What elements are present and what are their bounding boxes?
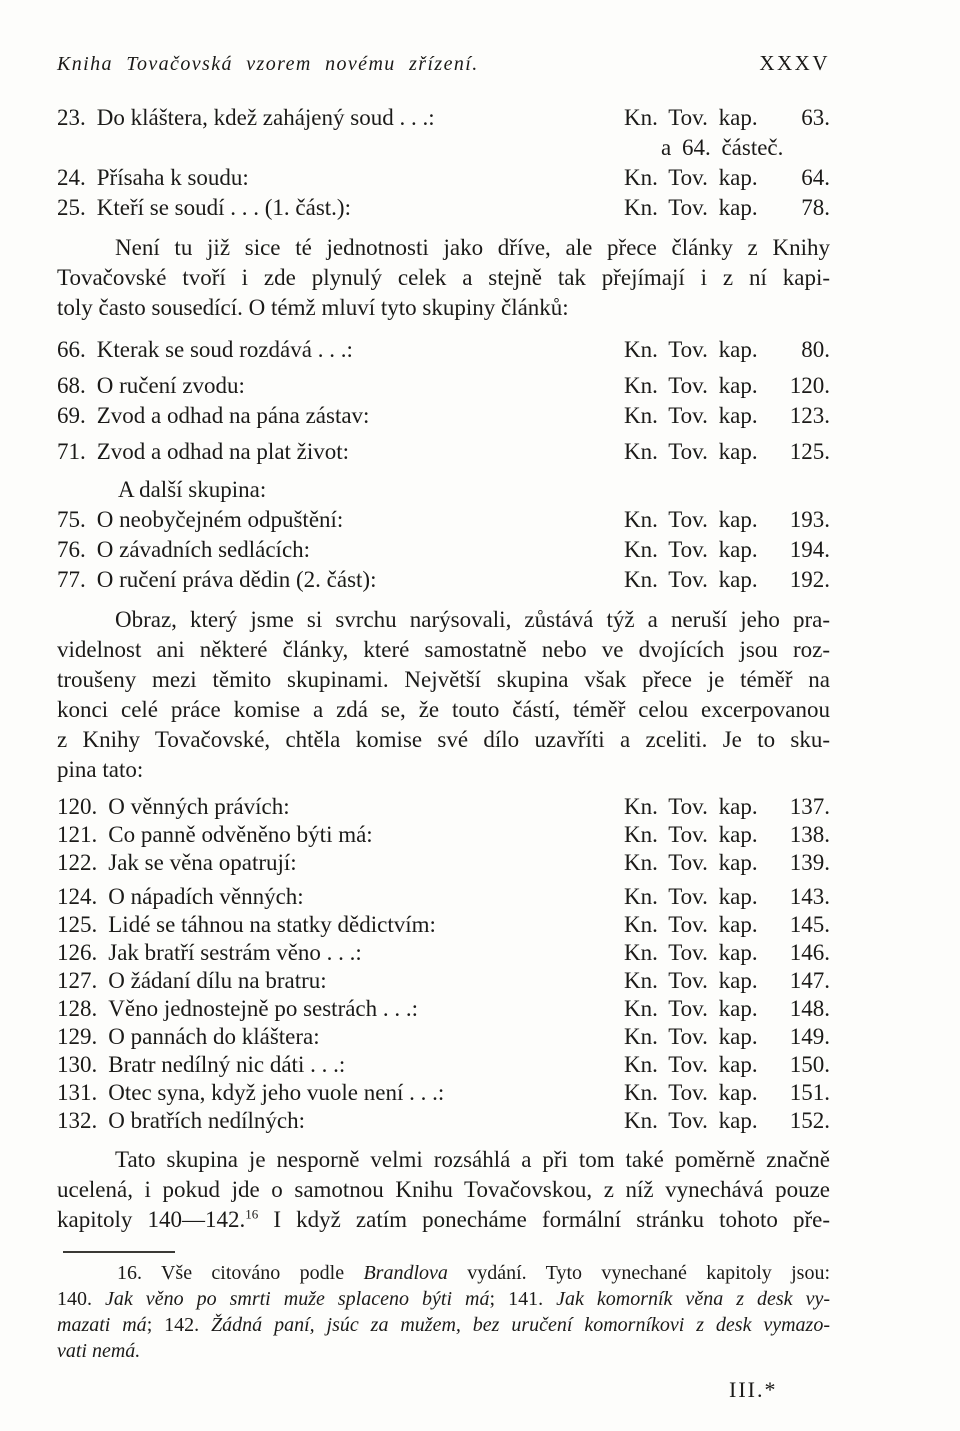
toc-row bbox=[57, 437, 830, 467]
toc-row bbox=[57, 193, 830, 223]
toc-ref-label: Kn. Tov. kap. bbox=[624, 195, 758, 220]
toc-ref-number: 120. bbox=[789, 373, 830, 398]
paragraph-2 bbox=[57, 605, 830, 785]
toc-row bbox=[57, 793, 830, 821]
paragraph-line: ucelená, i pokud jde o samotnou Knihu Tovačovskou, z níž vynechává pouze bbox=[57, 1177, 830, 1202]
toc-item-ref bbox=[624, 821, 830, 849]
toc-item-label: Bratr nedílný nic dáti . . .: bbox=[108, 1052, 346, 1077]
toc-item-ref bbox=[624, 1079, 830, 1107]
toc-row bbox=[57, 371, 830, 401]
toc-item-label: O ručení práva dědin (2. část): bbox=[96, 567, 377, 592]
toc-ref-number: 149. bbox=[789, 1024, 830, 1049]
toc-ref-label: Kn. Tov. kap. bbox=[624, 912, 758, 937]
toc-ref-number: 150. bbox=[789, 1052, 830, 1077]
toc-ref-label: Kn. Tov. kap. bbox=[624, 373, 758, 398]
paragraph-1 bbox=[57, 233, 830, 323]
toc-ref-number: 148. bbox=[789, 996, 830, 1021]
toc-ref-number: 193. bbox=[789, 507, 830, 532]
paragraph-line: Obraz, který jsme si svrchu narýsovali, zůstává týž a neruší jeho pra- bbox=[115, 607, 830, 632]
toc-ref-label: Kn. Tov. kap. bbox=[624, 165, 758, 190]
toc-row bbox=[57, 939, 830, 967]
toc-item-label: Zvod a odhad na pána zástav: bbox=[96, 403, 370, 428]
toc-item-ref bbox=[624, 967, 830, 995]
paragraph-line: Není tu již sice té jednotnosti jako dříve, ale přece články z Knihy bbox=[115, 235, 830, 260]
toc-item-number: 24. bbox=[57, 165, 86, 190]
toc-item-label: Co panně odvěněno býti má: bbox=[108, 822, 373, 847]
toc-item-ref bbox=[624, 335, 830, 365]
toc-ref-label: Kn. Tov. kap. bbox=[624, 337, 758, 362]
toc-item-label: Přísaha k soudu: bbox=[96, 165, 249, 190]
paragraph-line: pina tato: bbox=[57, 757, 144, 782]
toc-ref-label: Kn. Tov. kap. bbox=[624, 968, 758, 993]
toc-row bbox=[57, 163, 830, 193]
toc-ref-label: Kn. Tov. kap. bbox=[624, 105, 758, 130]
toc-ref-label: Kn. Tov. kap. bbox=[624, 1108, 758, 1133]
paragraph-line bbox=[57, 1205, 830, 1235]
toc-item-number: 75. bbox=[57, 507, 86, 532]
toc-item-label: Kteří se soudí . . . (1. část.): bbox=[96, 195, 351, 220]
footnote-text: ; 141. bbox=[489, 1288, 557, 1310]
toc-item-ref bbox=[624, 401, 830, 431]
toc-row bbox=[57, 883, 830, 911]
toc-item-ref-continuation bbox=[624, 133, 830, 163]
page-number: XXXV bbox=[759, 51, 830, 75]
toc-item-ref bbox=[624, 1023, 830, 1051]
toc-ref-number: 145. bbox=[789, 912, 830, 937]
toc-item-number: 76. bbox=[57, 537, 86, 562]
toc-item-number: 129. bbox=[57, 1024, 98, 1049]
toc-row bbox=[57, 535, 830, 565]
toc-item-label: Otec syna, když jeho vuole není . . .: bbox=[108, 1080, 445, 1105]
toc-ref-label: Kn. Tov. kap. bbox=[624, 537, 758, 562]
toc-ref-label: Kn. Tov. kap. bbox=[624, 1080, 758, 1105]
toc-ref-label: Kn. Tov. kap. bbox=[624, 996, 758, 1021]
footnote-text-italic: Jak komorník věna z desk vy- bbox=[556, 1288, 831, 1310]
footnote-line bbox=[57, 1312, 830, 1338]
toc-ref-number: 143. bbox=[789, 884, 830, 909]
toc-row bbox=[57, 995, 830, 1023]
toc-section-4 bbox=[57, 793, 830, 1135]
toc-item-ref bbox=[624, 163, 830, 193]
toc-item-label: Do kláštera, kdež zahájený soud . . .: bbox=[96, 105, 435, 130]
toc-ref-number: 80. bbox=[801, 337, 830, 362]
footnote-text: 140. bbox=[57, 1288, 106, 1310]
toc-ref-number: 63. bbox=[801, 105, 830, 130]
paragraph-line: z Knihy Tovačovské, chtěla komise své dílo uzavříti a zceliti. Je to sku- bbox=[57, 727, 830, 752]
toc-row-continuation bbox=[57, 133, 830, 163]
toc-item-label: O neobyčejném odpuštění: bbox=[96, 507, 344, 532]
toc-ref-number: 139. bbox=[789, 850, 830, 875]
footnote-text-italic: Brandlova bbox=[363, 1262, 448, 1284]
toc-item-number: 77. bbox=[57, 567, 86, 592]
toc-item-number: 71. bbox=[57, 439, 86, 464]
toc-ref-label: Kn. Tov. kap. bbox=[624, 794, 758, 819]
running-header bbox=[57, 50, 830, 77]
footnote-marker: 16 bbox=[245, 1206, 259, 1222]
toc-ref-number: 194. bbox=[789, 537, 830, 562]
toc-item-number: 130. bbox=[57, 1052, 98, 1077]
footnote-rule bbox=[63, 1251, 175, 1253]
toc-row bbox=[57, 911, 830, 939]
toc-item-label: O nápadích věnných: bbox=[108, 884, 304, 909]
toc-ref-label: Kn. Tov. kap. bbox=[624, 850, 758, 875]
footnote-text-italic: Jak věno po smrti muže splaceno býti má bbox=[105, 1288, 490, 1310]
toc-item-ref bbox=[624, 565, 830, 595]
toc-ref-number: 192. bbox=[789, 567, 830, 592]
toc-item-label: O pannách do kláštera: bbox=[108, 1024, 320, 1049]
toc-item-number: 125. bbox=[57, 912, 98, 937]
toc-item-label: Jak bratří sestrám věno . . .: bbox=[108, 940, 362, 965]
toc-row bbox=[57, 103, 830, 133]
toc-row bbox=[57, 849, 830, 877]
toc-item-number: 69. bbox=[57, 403, 86, 428]
toc-ref-label: Kn. Tov. kap. bbox=[624, 1052, 758, 1077]
toc-ref-label: Kn. Tov. kap. bbox=[624, 403, 758, 428]
toc-section-1 bbox=[57, 103, 830, 223]
toc-item-ref bbox=[624, 1051, 830, 1079]
footnote-line bbox=[57, 1260, 830, 1286]
toc-ref-number: 152. bbox=[789, 1108, 830, 1133]
toc-item-ref bbox=[624, 995, 830, 1023]
toc-row bbox=[57, 1079, 830, 1107]
toc-row bbox=[57, 1107, 830, 1135]
toc-section-2 bbox=[57, 335, 830, 467]
footnote bbox=[57, 1260, 830, 1364]
toc-item-number: 68. bbox=[57, 373, 86, 398]
toc-item-number: 25. bbox=[57, 195, 86, 220]
toc-row bbox=[57, 967, 830, 995]
toc-item-label: O věnných právích: bbox=[108, 794, 290, 819]
printer-signature: III.* bbox=[729, 1377, 778, 1402]
toc-item-ref bbox=[624, 371, 830, 401]
toc-item-label: Lidé se táhnou na statky dědictvím: bbox=[108, 912, 436, 937]
toc-ref-number: 64. bbox=[801, 165, 830, 190]
toc-item-ref bbox=[624, 1107, 830, 1135]
toc-item-number: 132. bbox=[57, 1108, 98, 1133]
footnote-text-italic: vati nemá. bbox=[57, 1340, 141, 1362]
toc-item-number: 127. bbox=[57, 968, 98, 993]
toc-item-ref bbox=[624, 911, 830, 939]
footnote-text: vydání. Tyto vynechané kapitoly jsou: bbox=[447, 1262, 831, 1284]
toc-item-label: O bratřích nedílných: bbox=[108, 1108, 305, 1133]
paragraph-text: I když zatím ponecháme formální stránku tohoto pře- bbox=[258, 1207, 830, 1232]
toc-item-label: Zvod a odhad na plat život: bbox=[96, 439, 350, 464]
toc-ref-extra: a 64. částeč. bbox=[661, 135, 784, 160]
footnote-text-italic: Žádná paní, jsúc za mužem, bez uručení komorníkovi z desk vymazo- bbox=[211, 1314, 830, 1336]
toc-ref-label: Kn. Tov. kap. bbox=[624, 940, 758, 965]
toc-item-number: 126. bbox=[57, 940, 98, 965]
paragraph-line: troušeny mezi těmito skupinami. Největší skupina však přece je téměř na bbox=[57, 667, 830, 692]
toc-section-3 bbox=[57, 505, 830, 595]
toc-item-ref bbox=[624, 103, 830, 133]
toc-ref-number: 123. bbox=[789, 403, 830, 428]
toc-row bbox=[57, 821, 830, 849]
toc-ref-label: Kn. Tov. kap. bbox=[624, 822, 758, 847]
toc-item-number: 120. bbox=[57, 794, 98, 819]
toc-ref-number: 146. bbox=[789, 940, 830, 965]
toc-item-number: 66. bbox=[57, 337, 86, 362]
toc-row bbox=[57, 565, 830, 595]
toc-item-number: 124. bbox=[57, 884, 98, 909]
toc-item-ref bbox=[624, 193, 830, 223]
paragraph-line: konci celé práce komise a zdá se, že touto částí, téměř celou excerpovanou bbox=[57, 697, 830, 722]
toc-item-label: Věno jednostejně po sestrách . . .: bbox=[108, 996, 419, 1021]
toc-row bbox=[57, 1051, 830, 1079]
toc-item-label: O ručení zvodu: bbox=[96, 373, 245, 398]
footnote-text: 16. Vše citováno podle bbox=[117, 1262, 364, 1284]
toc-item-number: 121. bbox=[57, 822, 98, 847]
toc-item-ref bbox=[624, 939, 830, 967]
toc-item-number: 23. bbox=[57, 105, 86, 130]
toc-row bbox=[57, 401, 830, 431]
toc-item-ref bbox=[624, 535, 830, 565]
paragraph-line: toly často sousedící. O témž mluví tyto skupiny článků: bbox=[57, 295, 569, 320]
toc-ref-number: 138. bbox=[789, 822, 830, 847]
paragraph-text: kapitoly 140—142. bbox=[57, 1207, 246, 1232]
paragraph-line: Tovačovské tvoří i zde plynulý celek a stejně tak přejímají i z ní kapi- bbox=[57, 265, 830, 290]
toc-ref-label: Kn. Tov. kap. bbox=[624, 439, 758, 464]
toc-ref-label: Kn. Tov. kap. bbox=[624, 884, 758, 909]
toc-ref-number: 125. bbox=[789, 439, 830, 464]
toc-item-label: Jak se věna opatrují: bbox=[108, 850, 297, 875]
toc-item-number: 128. bbox=[57, 996, 98, 1021]
section-subheading: A další skupina: bbox=[118, 477, 267, 502]
footnote-text-italic: mazati má bbox=[57, 1314, 147, 1336]
footnote-line bbox=[57, 1286, 830, 1312]
toc-row bbox=[57, 1023, 830, 1051]
toc-ref-number: 151. bbox=[789, 1080, 830, 1105]
toc-ref-number: 147. bbox=[789, 968, 830, 993]
running-title: Kniha Tovačovská vzorem novému zřízení. bbox=[57, 53, 479, 75]
toc-ref-number: 78. bbox=[801, 195, 830, 220]
toc-item-ref bbox=[624, 849, 830, 877]
toc-ref-number: 137. bbox=[789, 794, 830, 819]
toc-ref-label: Kn. Tov. kap. bbox=[624, 567, 758, 592]
paragraph-3 bbox=[57, 1145, 830, 1235]
toc-item-number: 131. bbox=[57, 1080, 98, 1105]
toc-item-ref bbox=[624, 883, 830, 911]
toc-item-ref bbox=[624, 793, 830, 821]
toc-row bbox=[57, 335, 830, 365]
toc-ref-label: Kn. Tov. kap. bbox=[624, 1024, 758, 1049]
toc-item-label: O závadních sedlácích: bbox=[96, 537, 311, 562]
paragraph-line: Tato skupina je nesporně velmi rozsáhlá a při tom také poměrně značně bbox=[115, 1147, 830, 1172]
toc-item-label: O žádaní dílu na bratru: bbox=[108, 968, 327, 993]
toc-row bbox=[57, 505, 830, 535]
toc-item-ref bbox=[624, 437, 830, 467]
toc-item-number: 122. bbox=[57, 850, 98, 875]
paragraph-line: videlnost ani některé články, které samostatně nebo ve dvojících jsou roz- bbox=[57, 637, 830, 662]
toc-ref-label: Kn. Tov. kap. bbox=[624, 507, 758, 532]
footnote-line bbox=[57, 1338, 830, 1364]
footnote-text: ; 142. bbox=[146, 1314, 212, 1336]
toc-item-label: Kterak se soud rozdává . . .: bbox=[96, 337, 353, 362]
toc-item-ref bbox=[624, 505, 830, 535]
